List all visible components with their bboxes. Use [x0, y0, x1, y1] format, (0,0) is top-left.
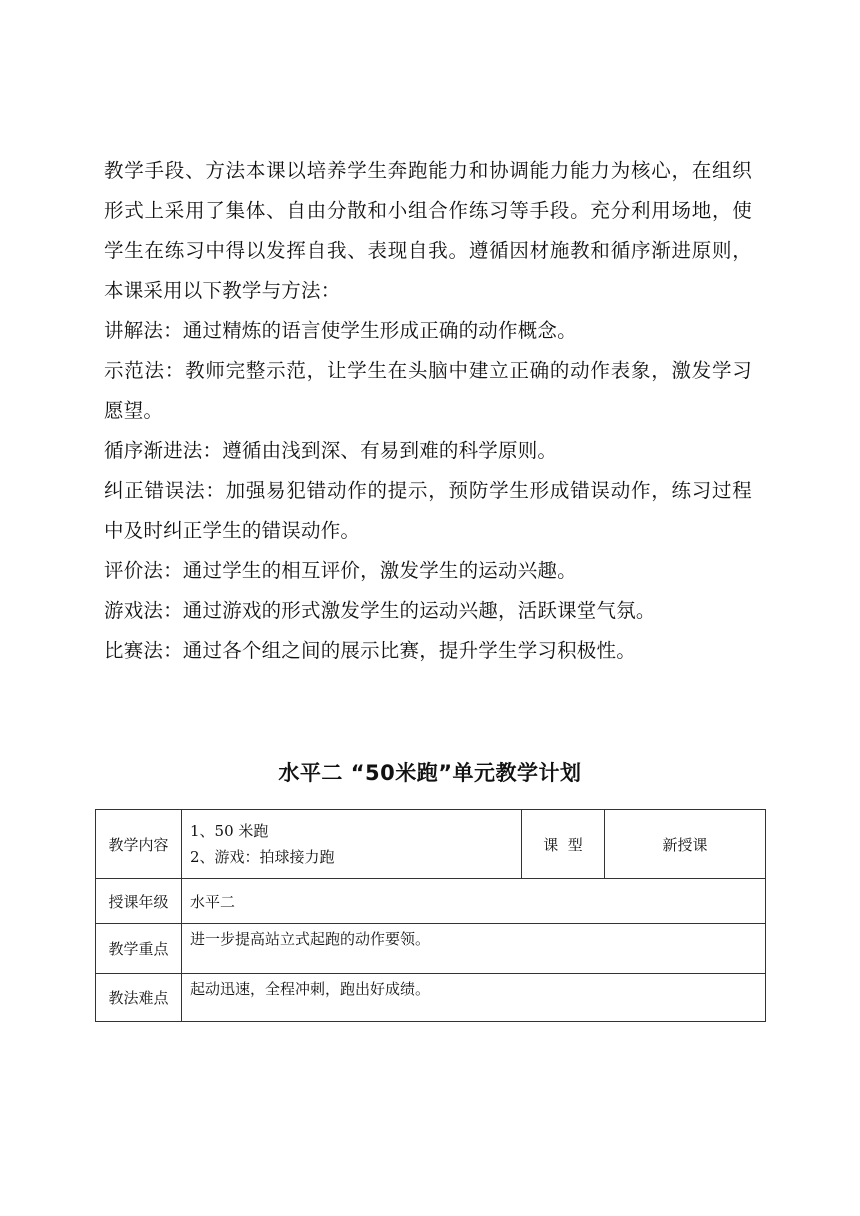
table-row-difficulty [96, 974, 766, 1022]
grade-label: 授课年级 [96, 879, 182, 924]
table-row-grade [96, 879, 766, 924]
unit-plan-table [95, 809, 766, 1022]
paragraph-competition-method: 比赛法：通过各个组之间的展示比赛，提升学生学习积极性。 [104, 639, 636, 662]
content-label: 教学内容 [96, 810, 182, 879]
focus-value: 进一步提高站立式起跑的动作要领。 [182, 924, 766, 974]
lesson-type-label: 课 型 [522, 810, 605, 879]
paragraph-game-method: 游戏法：通过游戏的形式激发学生的运动兴趣，活跃课堂气氛。 [104, 599, 656, 622]
paragraph-intro: 教学手段、方法本课以培养学生奔跑能力和协调能力能力为核心，在组织形式上采用了集体、自由分散和小组合作练习等手段。充分利用场地，使学生在练习中得以发挥自我、表现自我。遵循因材施教和循序渐进原则，本课采用以下教学与方法： [104, 159, 752, 302]
lesson-type-value: 新授课 [605, 810, 766, 879]
methods-text [104, 151, 752, 671]
paragraph-correction-method: 纠正错误法：加强易犯错动作的提示，预防学生形成错误动作，练习过程中及时纠正学生的错误动作。 [104, 479, 752, 542]
paragraph-progressive-method: 循序渐进法：遵循由浅到深、有易到难的科学原则。 [104, 439, 558, 462]
table-row-focus [96, 924, 766, 974]
paragraph-demonstration-method: 示范法：教师完整示范，让学生在头脑中建立正确的动作表象，激发学习愿望。 [104, 359, 752, 422]
content-line-2: 2、游戏：拍球接力跑 [190, 848, 335, 866]
content-line-1: 1、50 米跑 [190, 822, 269, 840]
grade-value: 水平二 [182, 879, 766, 924]
difficulty-label: 教法难点 [96, 974, 182, 1022]
paragraph-evaluation-method: 评价法：通过学生的相互评价，激发学生的运动兴趣。 [104, 559, 577, 582]
table-row-content [96, 810, 766, 879]
difficulty-value: 起动迅速，全程冲刺，跑出好成绩。 [182, 974, 766, 1022]
content-value [182, 810, 522, 879]
focus-label: 教学重点 [96, 924, 182, 974]
plan-title: 水平二 “50米跑”单元教学计划 [278, 761, 582, 785]
paragraph-explanation-method: 讲解法：通过精炼的语言使学生形成正确的动作概念。 [104, 319, 577, 342]
